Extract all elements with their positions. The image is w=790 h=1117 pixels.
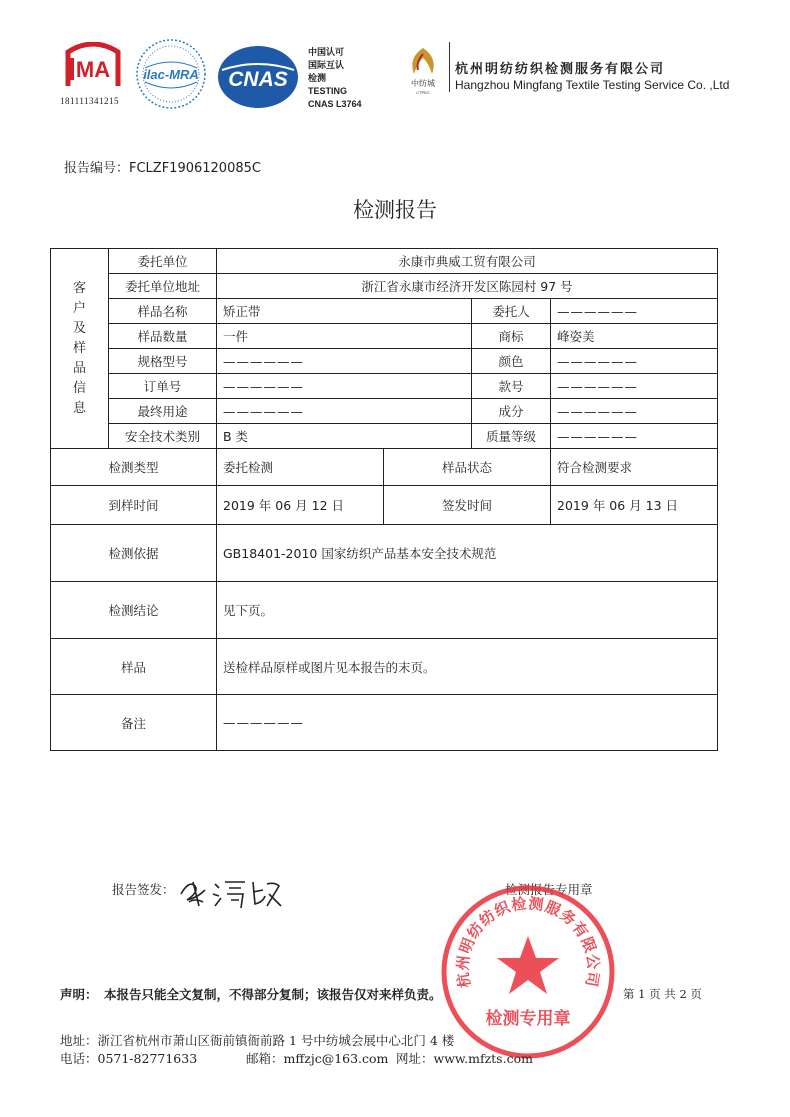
table-row [51, 299, 718, 324]
field-label: 质量等级 [472, 424, 551, 449]
cnas-line: 检测 [308, 73, 327, 83]
remark-value: —————— [217, 695, 718, 751]
client-label: 委托单位 [109, 249, 217, 274]
seal-company-text: 杭州明纺纺织检测服务有限公司 [453, 894, 603, 990]
svg-text:CTPEC: CTPEC [416, 90, 430, 95]
company-name-en: Hangzhou Mingfang Textile Testing Service Co. ,Ltd [455, 78, 730, 92]
arrival-value: 2019 年 06 月 12 日 [217, 486, 384, 525]
seal-label: 检测报告专用章 [505, 882, 593, 897]
field-value: B 类 [217, 424, 472, 449]
cnas-logo [216, 44, 300, 110]
seal-center-text: 检测专用章 [485, 1009, 571, 1029]
address-value: 浙江省永康市经济开发区陈园村 97 号 [217, 274, 718, 299]
ctpec-logo [402, 44, 444, 96]
cnas-line: 国际互认 [308, 60, 345, 70]
field-value: —————— [217, 349, 472, 374]
table-row [51, 449, 718, 486]
section-char: 信 [72, 380, 86, 396]
company-name-cn: 杭州明纺纺织检测服务有限公司 [455, 62, 666, 77]
page-title: 检测报告 [353, 198, 437, 222]
field-label: 成分 [472, 399, 551, 424]
footer-phone: 电话：0571-82771633 [60, 1051, 198, 1066]
field-value: —————— [551, 349, 718, 374]
sample-label: 样品 [51, 639, 217, 695]
header-divider [449, 42, 450, 92]
table-row [51, 486, 718, 525]
section-char: 客 [72, 280, 86, 296]
field-value: —————— [217, 374, 472, 399]
seal-star-icon [497, 936, 559, 994]
cnas-line: 中国认可 [308, 47, 345, 57]
table-row [51, 374, 718, 399]
section-char: 品 [72, 360, 86, 376]
svg-text:MA: MA [75, 57, 111, 82]
table-row [51, 324, 718, 349]
test-type-value: 委托检测 [217, 449, 384, 486]
field-label: 款号 [472, 374, 551, 399]
field-label: 样品名称 [109, 299, 217, 324]
cnas-line: CNAS L3764 [308, 99, 362, 109]
section-char: 户 [72, 300, 86, 316]
client-value: 永康市典威工贸有限公司 [217, 249, 718, 274]
cma-code: 181111341215 [60, 96, 119, 106]
field-value: 矫正带 [217, 299, 472, 324]
table-row [51, 349, 718, 374]
field-label: 商标 [472, 324, 551, 349]
field-value: —————— [551, 399, 718, 424]
field-label: 订单号 [109, 374, 217, 399]
field-label: 安全技术类别 [109, 424, 217, 449]
field-value: —————— [217, 399, 472, 424]
remark-label: 备注 [51, 695, 217, 751]
conclusion-label: 检测结论 [51, 582, 217, 639]
issue-value: 2019 年 06 月 13 日 [551, 486, 718, 525]
basis-label: 检测依据 [51, 525, 217, 582]
conclusion-value: 见下页。 [217, 582, 718, 639]
field-value: —————— [551, 424, 718, 449]
basis-value: GB18401-2010 国家纺织产品基本安全技术规范 [217, 525, 718, 582]
field-label: 样品数量 [109, 324, 217, 349]
table-row [51, 399, 718, 424]
section-char: 样 [72, 340, 86, 356]
address-label: 委托单位地址 [109, 274, 217, 299]
cma-logo [60, 42, 126, 92]
table-row [51, 695, 718, 751]
issue-label: 签发时间 [384, 486, 551, 525]
page-indicator: 第 1 页 共 2 页 [623, 987, 702, 1001]
table-row [51, 424, 718, 449]
ctpec-label: 中纺城 [411, 79, 435, 88]
field-label: 委托人 [472, 299, 551, 324]
statement-text: 本报告只能全文复制，不得部分复制；该报告仅对来样负责。 [104, 987, 442, 1002]
table-row [51, 525, 718, 582]
section-char: 息 [72, 400, 86, 416]
footer-email: 邮箱：mffzjc@163.com [246, 1051, 389, 1066]
field-label: 颜色 [472, 349, 551, 374]
statement-label: 声明： [60, 987, 98, 1002]
svg-text:CNAS: CNAS [228, 68, 288, 91]
section-char: 及 [72, 320, 86, 336]
arrival-label: 到样时间 [51, 486, 217, 525]
ilac-mra-logo [135, 38, 207, 110]
official-seal-stamp [440, 884, 616, 1060]
field-value: —————— [551, 299, 718, 324]
table-row [51, 582, 718, 639]
table-row [51, 274, 718, 299]
table-row [51, 249, 718, 274]
sign-label: 报告签发： [112, 882, 175, 897]
handwritten-signature [175, 872, 285, 912]
field-value: —————— [551, 374, 718, 399]
table-row [51, 639, 718, 695]
footer-address: 地址：浙江省杭州市萧山区衙前镇衙前路 1 号中纺城会展中心北门 4 楼 [60, 1033, 455, 1048]
test-type-label: 检测类型 [51, 449, 217, 486]
field-label: 规格型号 [109, 349, 217, 374]
sample-state-label: 样品状态 [384, 449, 551, 486]
field-label: 最终用途 [109, 399, 217, 424]
report-table [50, 248, 718, 751]
field-value: 一件 [217, 324, 472, 349]
sample-value: 送检样品原样或图片见本报告的末页。 [217, 639, 718, 695]
field-value: 峰姿美 [551, 324, 718, 349]
report-number: 报告编号：FCLZF1906120085C [64, 161, 261, 176]
sample-state-value: 符合检测要求 [551, 449, 718, 486]
cnas-line: TESTING [308, 86, 348, 96]
footer-website: 网址：www.mfzts.com [396, 1051, 533, 1066]
client-section-label [51, 249, 109, 449]
svg-text:ilac-MRA: ilac-MRA [143, 67, 199, 82]
cnas-accreditation-text [308, 46, 362, 111]
